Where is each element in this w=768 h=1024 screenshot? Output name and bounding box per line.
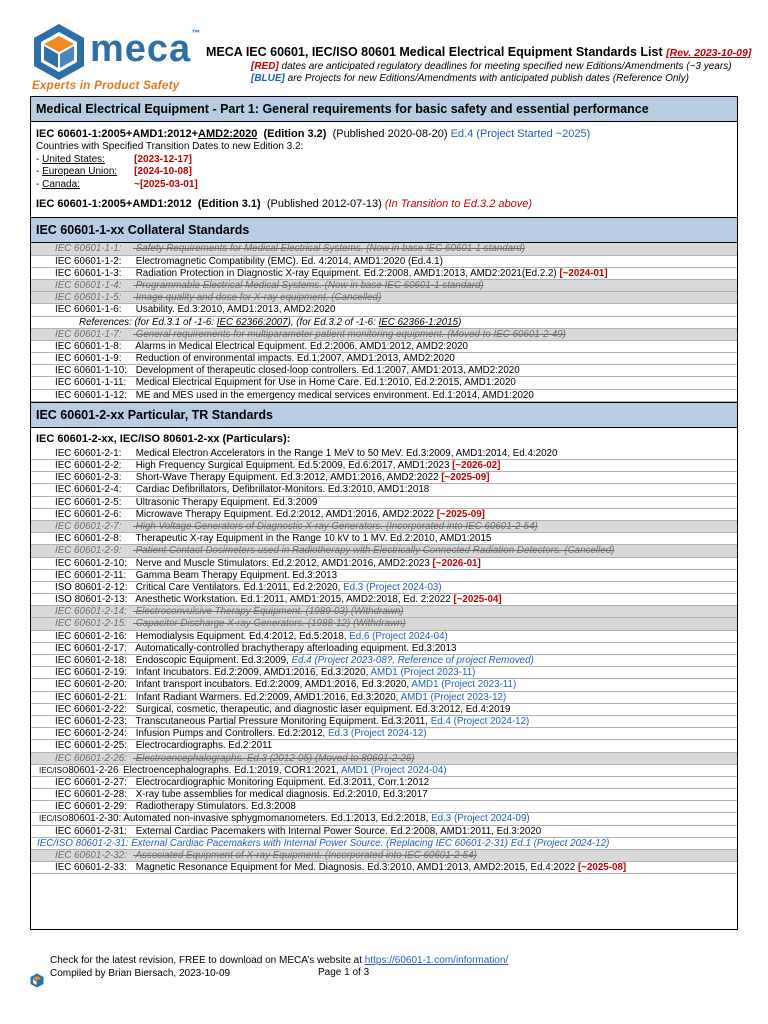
status-note: (Cancelled) xyxy=(564,545,615,557)
status-note: (Incorporated into IEC 60601-2-54) xyxy=(385,520,538,532)
status-note: (Moved to IEC 60601-2-49) xyxy=(447,328,566,340)
country-name: Canada: xyxy=(42,178,80,190)
withdrawn-row xyxy=(31,545,737,557)
standard-title: Infant Radiant Warmers. Ed.2:2009, AMD1:2016, Ed.3:2020, xyxy=(135,691,399,703)
reference-row xyxy=(31,317,737,329)
standard-title: Infusion Pumps and Controllers. Ed.2:2012, xyxy=(135,728,326,740)
standard-row xyxy=(31,304,737,316)
standard-number: IEC 60601-2-20: xyxy=(55,679,127,691)
standard-row xyxy=(31,801,737,813)
standard-row xyxy=(31,826,737,838)
revision-date: [Rev. 2023-10-09] xyxy=(666,47,752,59)
note-red: [RED] dates are anticipated regulatory deadlines for meeting specified new Editions/Amendments (~3 years) xyxy=(251,61,732,72)
countries-list xyxy=(36,154,732,192)
standard-number: IEC 60601-1-6: xyxy=(55,304,122,316)
standard-number: IEC 60601-1-9: xyxy=(55,353,122,365)
standard-row xyxy=(31,655,737,667)
standard-row xyxy=(31,448,737,460)
standard-number: IEC 60601-2-9: xyxy=(55,545,122,557)
ref-prefix: References: (for Ed.3.1 of -1-6: xyxy=(79,316,215,328)
standard-title: Short-Wave Therapy Equipment. Ed.3:2012, AMD1:2016, AMD2:2022 xyxy=(135,472,439,484)
deadline-date: [~2025-09] xyxy=(436,508,485,520)
standard-title: High Frequency Surgical Equipment. Ed.5:2009, Ed.6:2017, AMD1:2023 xyxy=(135,460,450,471)
standard-number: IEC 60601-1-4: xyxy=(55,279,122,291)
deadline-date: [~2025-09] xyxy=(441,472,490,484)
standard-title: Critical Care Ventilators. Ed.1:2011, Ed.2:2020, xyxy=(135,581,341,593)
standard-number: IEC 60601-2-5: xyxy=(55,496,122,508)
standard-number: IEC 60601-2-24: xyxy=(55,728,127,740)
standard-title: Ultrasonic Therapy Equipment. Ed.3:2009 xyxy=(135,496,318,508)
standard-row xyxy=(31,390,737,402)
standard-row xyxy=(31,472,737,484)
standard-title: Automated non-invasive sphygmomanometers. Ed.1:2013, Ed.2:2018, xyxy=(123,813,429,825)
note-blue: [BLUE] are Projects for new Editions/Amendments with anticipated publish dates (Reference Only) xyxy=(251,73,689,84)
section-header-part1: Medical Electrical Equipment - Part 1: General requirements for basic safety and essential performance xyxy=(31,97,737,122)
standards-table xyxy=(30,96,738,930)
ref-link: IEC 62366-1:2015 xyxy=(378,316,459,328)
standard-title: Image quality and dose for X-ray equipment. xyxy=(135,292,329,304)
standard-title: Associated Equipment of X-ray Equipment. xyxy=(135,850,323,861)
standard-title: Magnetic Resonance Equipment for Med. Diagnosis. Ed.3:2010, AMD1:2013, AMD2:2015, Ed.4:2022 xyxy=(135,862,576,874)
standard-title: Reduction of environmental impacts. Ed.1:2007, AMD1:2013, AMD2:2020 xyxy=(135,353,455,365)
standard-row xyxy=(31,365,737,377)
standard-number: IEC 60601-2-26: xyxy=(55,752,127,764)
country-row: - United States: [2023-12-17] xyxy=(36,153,192,165)
standard-number: IEC 60601-1-7: xyxy=(55,328,122,340)
standard-title: Capacitor Discharge X-ray Generators. (1988-12) xyxy=(135,618,351,630)
project-note: AMD1 (Project 2023-11) xyxy=(411,679,517,691)
tagline: Experts in Product Safety xyxy=(32,80,180,92)
standard-title: Electroconvulsive Therapy Equipment. (1989-03) xyxy=(135,606,349,618)
standard-number-prefix: IEC/ISO xyxy=(39,765,69,775)
standard-title: Infant transport incubators. Ed.2:2009, AMD1:2016, Ed.3:2020, xyxy=(135,679,410,691)
standard-number: IEC 60601-2-3: xyxy=(55,472,122,484)
standard-title: Medical Electrical Equipment for Use in Home Care. Ed.1:2010, Ed.2:2015, AMD1:2020 xyxy=(135,377,516,389)
standard-number: IEC 60601-2-33: xyxy=(55,862,127,874)
standard-title: Automatically-controlled brachytherapy afterloading equipment. Ed.3:2013 xyxy=(135,642,457,654)
standard-title: Infant Incubators. Ed.2:2009, AMD1:2016, Ed.3:2020, xyxy=(135,667,369,679)
ref-suffix: ) xyxy=(458,316,462,328)
standard-title: Radiation Protection in Diagnostic X-ray Equipment. Ed.2:2008, AMD1:2013, AMD2:2021(Ed.2.2) xyxy=(135,267,557,279)
standard-row xyxy=(31,704,737,716)
standard-title: Usability. Ed.3:2010, AMD1:2013, AMD2:2020 xyxy=(135,304,336,316)
standard-title: Electrocardiographic Monitoring Equipment. Ed.3:2011, Corr.1:2012 xyxy=(135,776,430,788)
collateral-list xyxy=(31,243,737,401)
status-note: (Moved to 80601-2-26) xyxy=(314,752,415,764)
document-title: MECA IEC 60601, IEC/ISO 80601 Medical Electrical Equipment Standards List [Rev. 2023-10-09] xyxy=(206,45,752,59)
standard-title: Patient Contact Dosimeters used in Radiotherapy with Electrically Connected Radiation Detectors. xyxy=(135,545,562,557)
withdrawn-row xyxy=(31,606,737,618)
standard-number: IEC 60601-2-6: xyxy=(55,508,122,520)
standard-number: IEC/ISO 80601-2-31: xyxy=(37,837,129,849)
standard-number: IEC 60601-2-11: xyxy=(55,569,127,581)
project-note: AMD1 (Project 2023-11) xyxy=(370,667,476,679)
project-note: Ed.4 (Project 2023-08?, Reference of project Removed) xyxy=(291,655,534,666)
standard-number: IEC 60601-2-2: xyxy=(55,460,122,471)
standard-number: 80601-2-30: xyxy=(68,813,122,825)
standard-number: IEC 60601-1-8: xyxy=(55,340,122,352)
standard-title: Electroencephalographs. Ed.1:2019, COR1:2021, xyxy=(123,764,339,776)
withdrawn-row xyxy=(31,521,737,533)
edition-3-1-line: IEC 60601-1:2005+AMD1:2012 (Edition 3.1) (Published 2012-07-13) (In Transition to Ed.3.2 above) xyxy=(36,198,533,211)
withdrawn-row xyxy=(31,329,737,341)
standard-row xyxy=(31,509,737,521)
standard-title: Cardiac Defibrillators, Defibrillator-Monitors. Ed.3:2010, AMD1:2018 xyxy=(135,484,430,496)
project-row xyxy=(31,838,737,850)
standard-number: IEC 60601-2-25: xyxy=(55,740,127,752)
meca-website-link[interactable]: https://60601-1.com/information/ xyxy=(364,955,509,966)
standard-number: ISO 80601-2-13: xyxy=(55,594,128,606)
status-note: (Incorporated into IEC 60601-2-54) xyxy=(324,850,477,861)
standard-row xyxy=(31,558,737,570)
standard-number: 80601-2-26 xyxy=(68,764,119,776)
standard-row xyxy=(31,679,737,691)
withdrawn-row xyxy=(31,280,737,292)
standard-number: IEC 60601-2-17: xyxy=(55,642,127,654)
project-note: AMD1 (Project 2023-12) xyxy=(400,691,507,703)
ref-mid: ), (for Ed.3.2 of -1-6: xyxy=(287,316,376,328)
standard-title: Transcutaneous Partial Pressure Monitoring Equipment. Ed.3:2011, xyxy=(135,715,428,727)
standard-row xyxy=(31,716,737,728)
country-row: - European Union: [2024-10-08] xyxy=(36,166,192,178)
standard-number: IEC 60601-2-31: xyxy=(55,825,127,837)
standard-title: Electromagnetic Compatibility (EMC). Ed. 4:2014, AMD1:2020 (Ed.4.1) xyxy=(135,255,443,267)
standard-number: IEC 60601-1-2: xyxy=(55,255,122,267)
standard-title: ME and MES used in the emergency medical services environment. Ed.1:2014, AMD1:2020 xyxy=(135,389,534,401)
standard-row xyxy=(31,582,737,594)
standard-number: IEC 60601-2-1: xyxy=(55,447,122,459)
standard-number: IEC 60601-2-10: xyxy=(55,557,127,569)
countries-label: Countries with Specified Transition Dates to new Edition 3.2: xyxy=(36,141,304,152)
standard-title: X-ray tube assemblies for medical diagnosis. Ed.2:2010, Ed.3:2017 xyxy=(135,789,428,801)
country-date: [2024-10-08] xyxy=(134,166,192,178)
project-note: Ed.6 (Project 2024-04) xyxy=(349,630,448,642)
page-number: Page 1 of 3 xyxy=(318,967,370,978)
standard-row xyxy=(31,268,737,280)
standard-row xyxy=(31,256,737,268)
standard-row xyxy=(31,484,737,496)
standard-number: IEC 60601-1-5: xyxy=(55,292,122,304)
standard-row xyxy=(31,341,737,353)
standard-title: Medical Electron Accelerators in the Range 1 MeV to 50 MeV. Ed.3:2009, AMD1:2014, Ed.4:2020 xyxy=(135,447,558,459)
standard-row xyxy=(31,777,737,789)
standard-title: High Voltage Generators of Diagnostic X-ray Generators. xyxy=(135,520,384,532)
standard-row xyxy=(31,765,737,777)
standard-title: Gamma Beam Therapy Equipment. Ed.3:2013 xyxy=(135,569,338,581)
footer xyxy=(50,954,508,980)
standard-row xyxy=(31,353,737,365)
footer-line-1: Check for the latest revision, FREE to download on MECA’s website at https://60601-1.com/information/ xyxy=(50,955,509,966)
particular-list xyxy=(31,448,737,875)
project-note: Ed.4 (Project 2024-12) xyxy=(430,715,530,727)
status-note: (Withdrawn) xyxy=(350,606,404,618)
standard-number: IEC 60601-2-19: xyxy=(55,667,127,679)
standard-title: External Cardiac Pacemakers with Internal Power Source. (Replacing IEC 60601-2-31) Ed.1 (Project 2024-12) xyxy=(131,837,610,849)
standard-number: IEC 60601-2-29: xyxy=(55,801,127,813)
standard-number: IEC 60601-2-15: xyxy=(55,618,127,630)
standard-title: General requirements for multiparameter patient monitoring equipment. xyxy=(135,328,445,340)
standard-number: IEC 60601-2-4: xyxy=(55,484,122,496)
standard-number: IEC 60601-1-11: xyxy=(55,377,127,389)
status-note: (Now in base IEC 60601-1 standard) xyxy=(366,243,526,255)
standard-number: IEC 60601-2-18: xyxy=(55,655,127,666)
standard-title: Safety Requirements for Medical Electrical Systems. xyxy=(135,243,364,255)
standard-row xyxy=(31,643,737,655)
deadline-date: [~2025-04] xyxy=(453,594,502,606)
status-note: (Cancelled) xyxy=(331,292,382,304)
edition-3-2-line: IEC 60601-1:2005+AMD1:2012+AMD2:2020 (Edition 3.2) (Published 2020-08-20) Ed.4 (Project Started ~2025) xyxy=(36,128,591,140)
ref-link: IEC 62366:2007 xyxy=(216,316,288,328)
country-date: [2023-12-17] xyxy=(134,153,192,165)
country-name: United States: xyxy=(42,153,105,165)
standard-row xyxy=(31,497,737,509)
standard-title: Radiotherapy Stimulators. Ed.3:2008 xyxy=(135,801,296,813)
small-logo-icon xyxy=(30,973,44,988)
standard-number: IEC 60601-1-1: xyxy=(55,243,122,255)
standard-row xyxy=(31,533,737,545)
country-date: ~[2025-03-01] xyxy=(134,178,198,190)
standard-number: IEC 60601-1-10: xyxy=(55,365,127,377)
project-note: Ed.3 (Project 2024-12) xyxy=(328,728,427,740)
standard-title: Endoscopic Equipment. Ed.3:2009, xyxy=(135,655,289,666)
deadline-date: [~2025-08] xyxy=(577,862,627,874)
deadline-date: [~2026-01] xyxy=(432,557,481,569)
standard-number: IEC 60601-2-28: xyxy=(55,789,127,801)
standard-title: Hemodialysis Equipment. Ed.4:2012, Ed.5:2018, xyxy=(135,630,347,642)
standard-title: Programmable Electrical Medical Systems. xyxy=(135,279,322,291)
status-note: (Withdrawn) xyxy=(353,618,406,630)
standard-row xyxy=(31,862,737,874)
standard-row xyxy=(31,460,737,472)
withdrawn-row xyxy=(31,618,737,630)
compiled-by: Compiled by Brian Biersach, 2023-10-09 xyxy=(50,968,231,979)
standard-number: IEC 60601-1-12: xyxy=(55,389,127,401)
withdrawn-row xyxy=(31,850,737,862)
standard-title: Nerve and Muscle Stimulators. Ed.2:2012, AMD1:2016, AMD2:2023 xyxy=(135,557,430,569)
withdrawn-row xyxy=(31,243,737,255)
standard-title: Alarms in Medical Electrical Equipment. Ed.2:2006, AMD1:2012, AMD2:2020 xyxy=(135,340,468,352)
standard-title: Anesthetic Workstation. Ed.1:2011, AMD1:2015, AMD2:2018, Ed. 2:2022 xyxy=(135,594,451,606)
standard-row xyxy=(31,740,737,752)
part1-block xyxy=(31,122,737,217)
standard-row xyxy=(31,631,737,643)
standard-title: Microwave Therapy Equipment. Ed.2:2012, AMD1:2016, AMD2:2022 xyxy=(135,508,434,520)
standard-number: ISO 80601-2-12: xyxy=(55,581,128,593)
standard-number: IEC 60601-2-22: xyxy=(55,703,127,715)
standard-title: Electrocardiographs. Ed.2:2011 xyxy=(135,740,273,752)
standard-number: IEC 60601-2-7: xyxy=(55,520,122,532)
standard-row xyxy=(31,570,737,582)
standard-title: Electroencephalographs. Ed.3 (2012-05) xyxy=(135,752,313,764)
standard-number-prefix: IEC/ISO xyxy=(39,814,69,824)
status-note: (Now in base IEC 60601-1 standard) xyxy=(324,279,484,291)
standard-number: IEC 60601-2-16: xyxy=(55,630,127,642)
standard-title: Development of therapeutic closed-loop controllers. Ed.1:2007, AMD1:2013, AMD2:2020 xyxy=(135,365,520,377)
standard-number: IEC 60601-2-27: xyxy=(55,776,127,788)
standard-number: IEC 60601-2-21: xyxy=(55,691,127,703)
standard-number: IEC 60601-2-23: xyxy=(55,715,127,727)
standard-row xyxy=(31,594,737,606)
standard-row xyxy=(31,789,737,801)
withdrawn-row xyxy=(31,292,737,304)
standard-number: IEC 60601-2-14: xyxy=(55,606,127,618)
standard-title: Therapeutic X-ray Equipment in the Range 10 kV to 1 MV. Ed.2:2010, AMD1:2015 xyxy=(135,533,492,545)
standard-row xyxy=(31,813,737,825)
project-note: Ed.3 (Project 2024-09) xyxy=(431,813,530,825)
country-name: European Union: xyxy=(42,166,118,178)
standard-row xyxy=(31,692,737,704)
section-header-collateral: IEC 60601-1-xx Collateral Standards xyxy=(31,217,737,243)
project-note: AMD1 (Project 2024-04) xyxy=(340,764,447,776)
standard-title: Surgical, cosmetic, therapeutic, and diagnostic laser equipment. Ed.3:2012, Ed.4:2019 xyxy=(135,703,511,715)
deadline-date: [~2024-01] xyxy=(559,267,608,279)
standard-row xyxy=(31,377,737,389)
standard-row xyxy=(31,667,737,679)
country-row: - Canada: ~[2025-03-01] xyxy=(36,178,198,190)
standard-number: IEC 60601-2-8: xyxy=(55,533,122,545)
withdrawn-row xyxy=(31,753,737,765)
standard-number: IEC 60601-2-32: xyxy=(55,850,127,861)
standard-number: IEC 60601-1-3: xyxy=(55,267,122,279)
hexagon-logo-icon xyxy=(30,22,88,82)
section-header-particular: IEC 60601-2-xx Particular, TR Standards xyxy=(31,402,737,428)
standard-title: External Cardiac Pacemakers with Internal Power Source. Ed.2:2008, AMD1:2011, Ed.3:2020 xyxy=(135,825,542,837)
standard-row xyxy=(31,728,737,740)
particulars-subhead: IEC 60601-2-xx, IEC/ISO 80601-2-xx (Particulars): xyxy=(36,432,291,445)
project-note: Ed.3 (Project 2024-03) xyxy=(343,581,442,593)
logo-wordmark: meca™ xyxy=(90,28,202,70)
deadline-date: [~2026-02] xyxy=(452,460,501,471)
